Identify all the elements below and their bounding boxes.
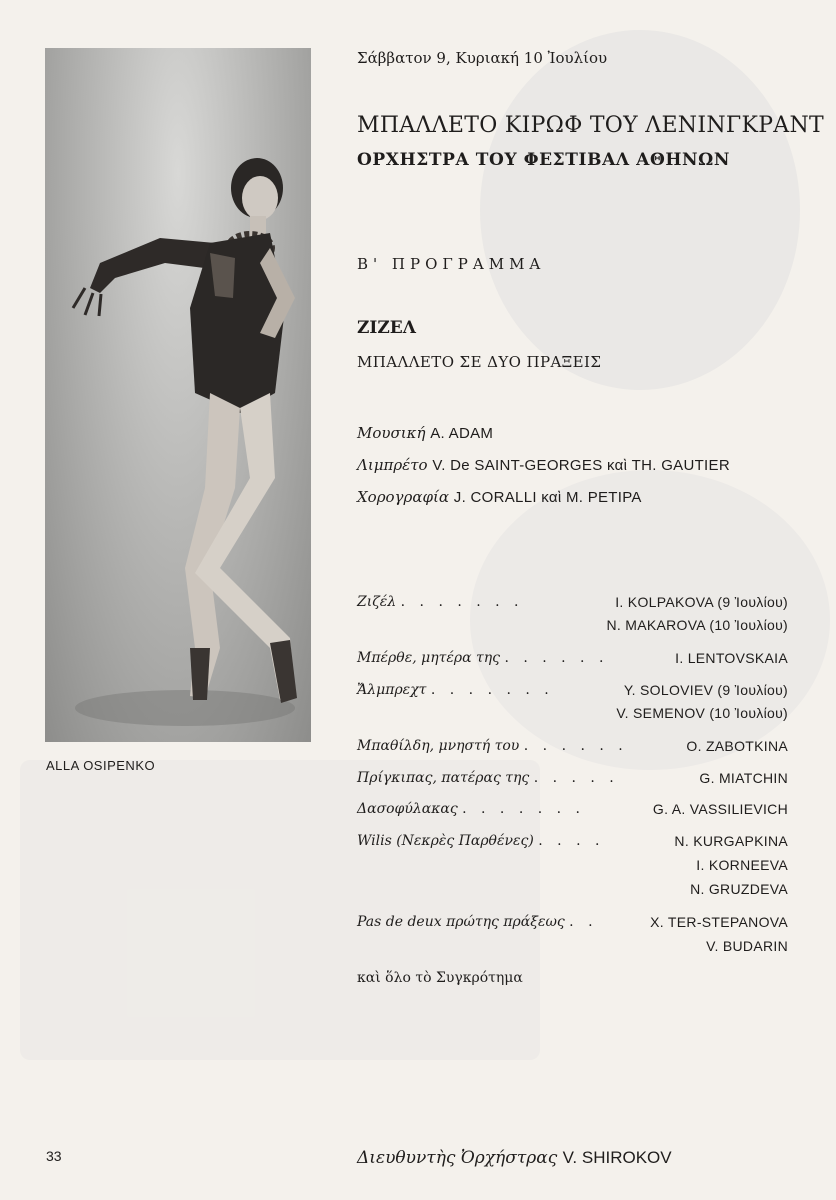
cast-performer: G. A. VASSILIEVICH [652,801,788,817]
cast-performer: V. SEMENOV (10 Ἰουλίου) [616,705,788,721]
ensemble-note: καὶ ὅλο τὸ Συγκρότημα [357,970,523,986]
dancer-photo [45,48,311,742]
cast-performer: N. KURGAPKINA [674,833,788,849]
cast-performer: N. GRUZDEVA [690,881,788,897]
leader-dots: . . . . . . . [462,801,585,817]
credit-label: Λιμπρέτο [357,456,428,474]
cast-role [357,650,608,666]
cast-performer: I. KOLPAKOVA (9 Ἰουλίου) [615,594,788,610]
conductor-label: Διευθυντὴς Ὀρχήστρας [357,1148,558,1168]
leader-dots: . . . . . [533,770,619,786]
cast-role [357,801,585,817]
cast-role [357,833,604,849]
credit-value: A. ADAM [430,425,494,442]
work-title: ΖΙΖΕΛ [357,318,416,338]
cast-role [357,594,524,610]
cast-performer: I. LENTOVSKAIA [675,650,788,666]
cast-role [357,682,554,698]
role-name: Δασοφύλακας [357,801,458,817]
page-number: 33 [46,1148,62,1164]
bleed-through-shadow [480,30,800,390]
company-title: ΜΠΑΛΛΕΤΟ ΚΙΡΩΦ ΤΟΥ ΛΕΝΙΝΓΚΡΑΝΤ [357,113,825,138]
dancer-silhouette [45,48,311,742]
cast-performer: N. MAKAROVA (10 Ἰουλίου) [606,617,788,633]
role-name: Ἄλμπρεχτ [357,682,427,698]
credit-label: Χορογραφία [357,488,449,506]
photo-caption: ALLA OSIPENKO [46,758,156,773]
leader-dots: . . . . . . . [430,682,554,698]
orchestra-title: ΟΡΧΗΣΤΡΑ ΤΟΥ ΦΕΣΤΙΒΑΛ ΑΘΗΝΩΝ [357,150,731,170]
conductor-name: V. SHIROKOV [562,1148,672,1167]
cast-performer: G. MIATCHIN [699,770,788,786]
leader-dots: . . . . . . [504,650,609,666]
cast-performer: I. KORNEEVA [696,857,788,873]
credit-libretto [357,456,730,474]
credit-value: J. CORALLI καὶ M. PETIPA [453,489,642,506]
role-name: Wilis (Νεκρὲς Παρθένες) [357,833,534,849]
leader-dots: . . . . [538,833,605,849]
cast-performer: X. TER-STEPANOVA [650,914,788,930]
cast-role [357,914,598,930]
credit-choreography [357,488,642,506]
cast-performer: O. ZABOTKINA [686,738,788,754]
credit-music [357,424,493,442]
conductor-credit [357,1148,672,1168]
leader-dots: . . . . . . [523,738,628,754]
cast-role [357,770,619,786]
cast-performer: V. BUDARIN [706,938,788,954]
leader-dots: . . . . . . . [400,594,524,610]
role-name: Pas de deux πρώτης πράξεως [357,914,565,930]
performance-date: Σάββατον 9, Κυριακή 10 Ἰουλίου [357,49,608,67]
cast-performer: Y. SOLOVIEV (9 Ἰουλίου) [623,682,788,698]
role-name: Μπέρθε, μητέρα της [357,650,500,666]
leader-dots: . . [569,914,598,930]
cast-role [357,738,628,754]
program-heading: Β' ΠΡΟΓΡΑΜΜΑ [357,255,546,273]
credit-value: V. De SAINT-GEORGES καὶ TH. GAUTIER [432,457,730,474]
work-subtitle: ΜΠΑΛΛΕΤΟ ΣΕ ΔΥΟ ΠΡΑΞΕΙΣ [357,353,602,371]
role-name: Ζιζέλ [357,594,397,610]
role-name: Πρίγκιπας, πατέρας της [357,770,530,786]
role-name: Μπαθίλδη, μνηστή του [357,738,520,754]
credit-label: Μουσική [357,424,426,442]
